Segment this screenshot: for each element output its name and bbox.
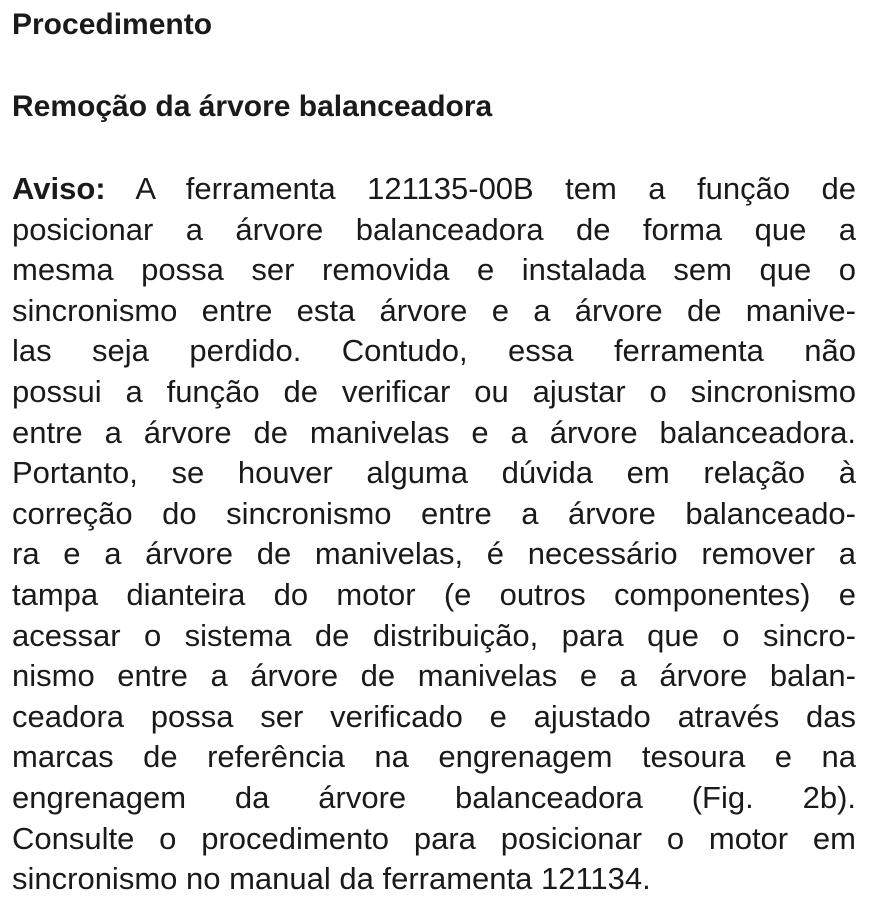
paragraph-line: tampa dianteira do motor (e outros componentes) e [12,576,856,612]
paragraph-line: nismo entre a árvore de manivelas e a árvore balan- [12,658,856,694]
paragraph-line: Portanto, se houver alguma dúvida em relação à [12,455,856,491]
paragraph-line: sincronismo no manual da ferramenta 121134. [12,861,651,897]
paragraph-line: marcas de referência na engrenagem tesoura e na [12,739,856,775]
paragraph-line: acessar o sistema de distribuição, para que o sincro- [12,617,856,653]
paragraph-line: ra e a árvore de manivelas, é necessário remover a [12,536,856,572]
paragraph-line: possui a função de verificar ou ajustar o sincronismo [12,373,856,409]
paragraph-line: Consulte o procedimento para posicionar o motor em [12,820,856,856]
paragraph-line: entre a árvore de manivelas e a árvore balanceadora. [12,414,856,450]
warning-paragraph [12,169,856,900]
paragraph-line: posicionar a árvore balanceadora de forma que a [12,211,856,247]
paragraph-line: ceadora possa ser verificado e ajustado através das [12,698,856,734]
paragraph-line: las seja perdido. Contudo, essa ferramenta não [12,333,856,369]
section-subheading: Remoção da árvore balanceadora [12,90,493,123]
paragraph-line: correção do sincronismo entre a árvore balanceado- [12,495,856,531]
paragraph-line: engrenagem da árvore balanceadora (Fig. 2b). [12,779,856,815]
line-text: A ferramenta 121135-00B tem a função de [105,171,856,206]
paragraph-line [12,169,856,210]
paragraph-line: sincronismo entre esta árvore e a árvore de manive- [12,292,856,328]
paragraph-line: mesma possa ser removida e instalada sem que o [12,252,856,288]
section-heading: Procedimento [12,8,213,41]
warning-label: Aviso: [12,171,106,206]
